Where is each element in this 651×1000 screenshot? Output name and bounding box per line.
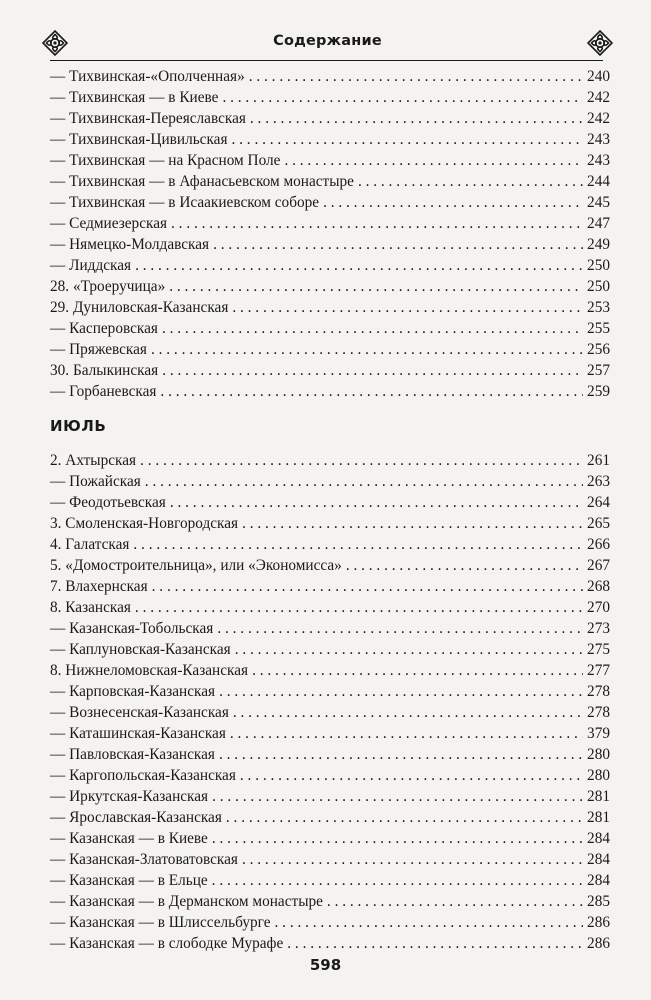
entry-title: — Феодотьевская <box>50 494 166 511</box>
entry-page: 275 <box>587 641 610 658</box>
entry-page: 278 <box>587 704 610 721</box>
entry-page: 379 <box>587 725 610 742</box>
entry-title: — Лиддская <box>50 257 132 274</box>
dot-leader <box>222 87 583 108</box>
section-heading: ИЮЛЬ <box>50 417 107 435</box>
entry-page: 278 <box>587 683 610 700</box>
entry-title: — Тихвинская — на Красном Поле <box>50 152 281 169</box>
entry-title: — Тихвинская-«Ополченная» <box>50 68 245 85</box>
toc-entry <box>50 723 610 744</box>
entry-title: — Казанская — в Киеве <box>50 830 208 847</box>
dot-leader <box>252 660 583 681</box>
entry-title: — Тихвинская — в Исаакиевском соборе <box>50 194 320 211</box>
dot-leader <box>212 870 583 891</box>
dot-leader <box>152 576 583 597</box>
dot-leader <box>213 234 583 255</box>
toc-entry <box>50 576 610 597</box>
toc-entry <box>50 555 610 576</box>
entry-title: 7. Влахернская <box>50 578 148 595</box>
dot-leader <box>249 66 583 87</box>
entry-page: 286 <box>587 935 610 952</box>
toc-entry <box>50 150 610 171</box>
entry-page: 273 <box>587 620 610 637</box>
toc-entry <box>50 933 610 954</box>
entry-title: — Тихвинская — в Афанасьевском монастыре <box>50 173 354 190</box>
entry-title: 8. Казанская <box>50 599 131 616</box>
page-number: 598 <box>309 956 342 974</box>
toc-entry <box>50 171 610 192</box>
entry-title: — Тихвинская-Цивильская <box>50 131 228 148</box>
dot-leader <box>230 723 583 744</box>
toc-entry <box>50 912 610 933</box>
dot-leader <box>323 192 583 213</box>
floral-ornament-icon <box>587 30 613 56</box>
entry-title: — Седмиезерская <box>50 215 168 232</box>
dot-leader <box>135 597 583 618</box>
entry-title: 5. «Домостроительница», или «Экономисса» <box>50 557 342 574</box>
dot-leader <box>233 702 583 723</box>
toc-entry <box>50 534 610 555</box>
header-rule <box>50 60 603 61</box>
dot-leader <box>275 912 584 933</box>
entry-page: 256 <box>587 341 610 358</box>
toc-entry <box>50 339 610 360</box>
entry-title: — Иркутская-Казанская <box>50 788 209 805</box>
entry-page: 284 <box>587 851 610 868</box>
entry-page: 245 <box>587 194 610 211</box>
entry-title: — Касперовская <box>50 320 158 337</box>
entry-title: — Казанская — в Дерманском монастыре <box>50 893 323 910</box>
toc-entry <box>50 660 610 681</box>
entry-page: 244 <box>587 173 610 190</box>
dot-leader <box>145 471 583 492</box>
toc-entry <box>50 807 610 828</box>
toc-entry <box>50 618 610 639</box>
toc-entry <box>50 786 610 807</box>
dot-leader <box>240 765 583 786</box>
toc-entry <box>50 450 610 471</box>
entry-page: 250 <box>587 257 610 274</box>
toc-entry <box>50 765 610 786</box>
dot-leader <box>160 381 583 402</box>
entry-title: — Пряжевская <box>50 341 147 358</box>
entry-title: 30. Балыкинская <box>50 362 159 379</box>
dot-leader <box>235 639 583 660</box>
dot-leader <box>171 213 583 234</box>
entry-page: 255 <box>587 320 610 337</box>
entry-title: — Нямецко-Молдавская <box>50 236 210 253</box>
entry-page: 240 <box>587 68 610 85</box>
toc-entry <box>50 513 610 534</box>
entry-title: — Казанская-Златоватовская <box>50 851 238 868</box>
dot-leader <box>242 513 583 534</box>
entry-page: 257 <box>587 362 610 379</box>
dot-leader <box>162 360 583 381</box>
entry-title: — Вознесенская-Казанская <box>50 704 229 721</box>
toc-entry <box>50 360 610 381</box>
entry-page: 265 <box>587 515 610 532</box>
toc-entry <box>50 681 610 702</box>
entry-title: — Пожайская <box>50 473 141 490</box>
dot-leader <box>135 255 583 276</box>
dot-leader <box>219 681 583 702</box>
toc-entry <box>50 255 610 276</box>
dot-leader <box>226 807 583 828</box>
entry-title: — Казанская — в Шлиссельбурге <box>50 914 271 931</box>
toc-entry <box>50 471 610 492</box>
entry-title: 8. Нижнеломовская-Казанская <box>50 662 249 679</box>
toc-entry <box>50 870 610 891</box>
toc-section <box>50 402 610 954</box>
dot-leader <box>162 318 583 339</box>
toc-entry <box>50 597 610 618</box>
toc-entry <box>50 828 610 849</box>
entry-page: 259 <box>587 383 610 400</box>
entry-title: 28. «Троеручица» <box>50 278 166 295</box>
entry-title: 29. Дуниловская-Казанская <box>50 299 229 316</box>
entry-page: 281 <box>587 809 610 826</box>
dot-leader <box>170 492 583 513</box>
entry-page: 286 <box>587 914 610 931</box>
entry-page: 268 <box>587 578 610 595</box>
entry-page: 247 <box>587 215 610 232</box>
toc-entry <box>50 192 610 213</box>
entry-page: 242 <box>587 89 610 106</box>
toc-entry <box>50 639 610 660</box>
entry-page: 264 <box>587 494 610 511</box>
entry-page: 263 <box>587 473 610 490</box>
entry-title: — Ярославская-Казанская <box>50 809 222 826</box>
table-of-contents <box>50 66 610 954</box>
running-header-title: Содержание <box>273 33 382 49</box>
dot-leader <box>212 828 583 849</box>
entry-title: 3. Смоленская-Новгородская <box>50 515 239 532</box>
dot-leader <box>232 129 584 150</box>
dot-leader <box>327 891 583 912</box>
dot-leader <box>217 618 583 639</box>
dot-leader <box>140 450 583 471</box>
entry-title: — Каргопольская-Казанская <box>50 767 236 784</box>
dot-leader <box>219 744 583 765</box>
entry-page: 242 <box>587 110 610 127</box>
toc-entry <box>50 381 610 402</box>
entry-page: 285 <box>587 893 610 910</box>
entry-title: — Казанская — в слободке Мурафе <box>50 935 284 952</box>
dot-leader <box>346 555 583 576</box>
dot-leader <box>151 339 583 360</box>
toc-entry <box>50 891 610 912</box>
entry-title: — Тихвинская — в Киеве <box>50 89 219 106</box>
entry-page: 284 <box>587 872 610 889</box>
toc-entry <box>50 108 610 129</box>
toc-entry <box>50 129 610 150</box>
entry-title: — Казанская — в Ельце <box>50 872 208 889</box>
toc-entry <box>50 234 610 255</box>
entry-page: 253 <box>587 299 610 316</box>
entry-page: 249 <box>587 236 610 253</box>
entry-page: 267 <box>587 557 610 574</box>
toc-entry <box>50 276 610 297</box>
entry-title: — Карповская-Казанская <box>50 683 216 700</box>
entry-page: 277 <box>587 662 610 679</box>
entry-page: 266 <box>587 536 610 553</box>
entry-page: 261 <box>587 452 610 469</box>
dot-leader <box>284 150 583 171</box>
dot-leader <box>169 276 583 297</box>
dot-leader <box>133 534 583 555</box>
toc-entry <box>50 213 610 234</box>
entry-page: 270 <box>587 599 610 616</box>
dot-leader <box>358 171 583 192</box>
entry-page: 243 <box>587 152 610 169</box>
toc-entry <box>50 66 610 87</box>
toc-section <box>50 66 610 402</box>
entry-page: 280 <box>587 746 610 763</box>
entry-title: — Тихвинская-Переяславская <box>50 110 246 127</box>
entry-title: — Казанская-Тобольская <box>50 620 214 637</box>
toc-entry <box>50 744 610 765</box>
entry-page: 280 <box>587 767 610 784</box>
entry-title: — Каплуновская-Казанская <box>50 641 231 658</box>
entry-title: — Каташинская-Казанская <box>50 725 226 742</box>
dot-leader <box>232 297 583 318</box>
entry-title: — Павловская-Казанская <box>50 746 215 763</box>
entry-page: 250 <box>587 278 610 295</box>
toc-entry <box>50 849 610 870</box>
entry-page: 284 <box>587 830 610 847</box>
entry-title: 2. Ахтырская <box>50 452 137 469</box>
dot-leader <box>212 786 583 807</box>
entry-page: 243 <box>587 131 610 148</box>
toc-entry <box>50 492 610 513</box>
entry-page: 281 <box>587 788 610 805</box>
running-header <box>42 28 613 58</box>
toc-entry <box>50 318 610 339</box>
entry-title: — Горбаневская <box>50 383 157 400</box>
toc-entry <box>50 87 610 108</box>
toc-entry <box>50 297 610 318</box>
dot-leader <box>287 933 583 954</box>
toc-entry <box>50 702 610 723</box>
dot-leader <box>250 108 583 129</box>
dot-leader <box>242 849 583 870</box>
entry-title: 4. Галатская <box>50 536 130 553</box>
